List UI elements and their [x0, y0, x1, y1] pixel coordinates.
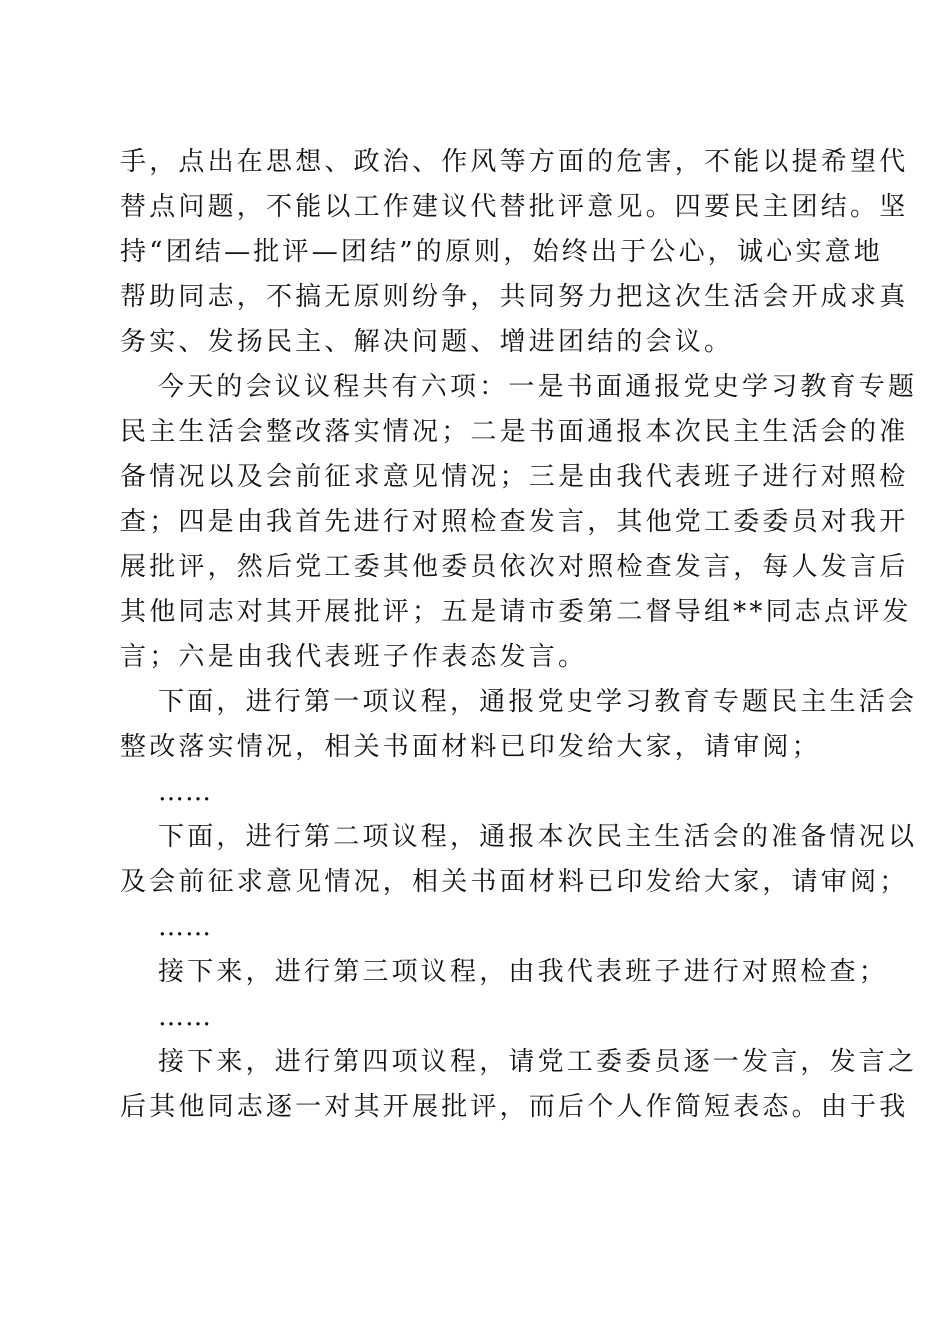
paragraph-start: 接下来，进行第四项议程，请党工委委员逐一发言，发言之: [158, 1047, 918, 1077]
paragraph-start: 下面，进行第二项议程，通报本次民主生活会的准备情况以: [158, 822, 918, 852]
text-line: 替点问题，不能以工作建议代替批评意见。四要民主团结。坚: [120, 192, 909, 222]
text-line: 言；六是由我代表班子作表态发言。: [120, 642, 588, 672]
ellipsis-line: ……: [158, 777, 212, 807]
text-line: 及会前征求意见情况，相关书面材料已印发给大家，请审阅；: [120, 867, 909, 897]
text-line: 后其他同志逐一对其开展批评，而后个人作简短表态。由于我: [120, 1092, 909, 1122]
text-line: 整改落实情况，相关书面材料已印发给大家，请审阅；: [120, 732, 821, 762]
text-line: 民主生活会整改落实情况；二是书面通报本次民主生活会的准: [120, 417, 909, 447]
text-line: 务实、发扬民主、解决问题、增进团结的会议。: [120, 327, 734, 357]
document-body: [120, 140, 918, 1130]
paragraph-start: 接下来，进行第三项议程，由我代表班子进行对照检查；: [158, 957, 889, 987]
text-line: 手，点出在思想、政治、作风等方面的危害，不能以提希望代: [120, 147, 909, 177]
paragraph-start: 今天的会议议程共有六项：一是书面通报党史学习教育专题: [158, 372, 918, 402]
ellipsis-line: ……: [158, 912, 212, 942]
text-line: 帮助同志，不搞无原则纷争，共同努力把这次生活会开成求真: [120, 282, 909, 312]
text-line: 展批评，然后党工委其他委员依次对照检查发言，每人发言后: [120, 552, 909, 582]
text-line: 查；四是由我首先进行对照检查发言，其他党工委委员对我开: [120, 507, 909, 537]
text-line: 其他同志对其开展批评；五是请市委第二督导组**同志点评发: [120, 597, 912, 627]
ellipsis-line: ……: [158, 1002, 212, 1032]
text-line: 备情况以及会前征求意见情况；三是由我代表班子进行对照检: [120, 462, 909, 492]
text-line: 持“团结—批评—团结”的原则，始终出于公心，诚心实意地: [120, 237, 883, 267]
paragraph-start: 下面，进行第一项议程，通报党史学习教育专题民主生活会: [158, 687, 918, 717]
